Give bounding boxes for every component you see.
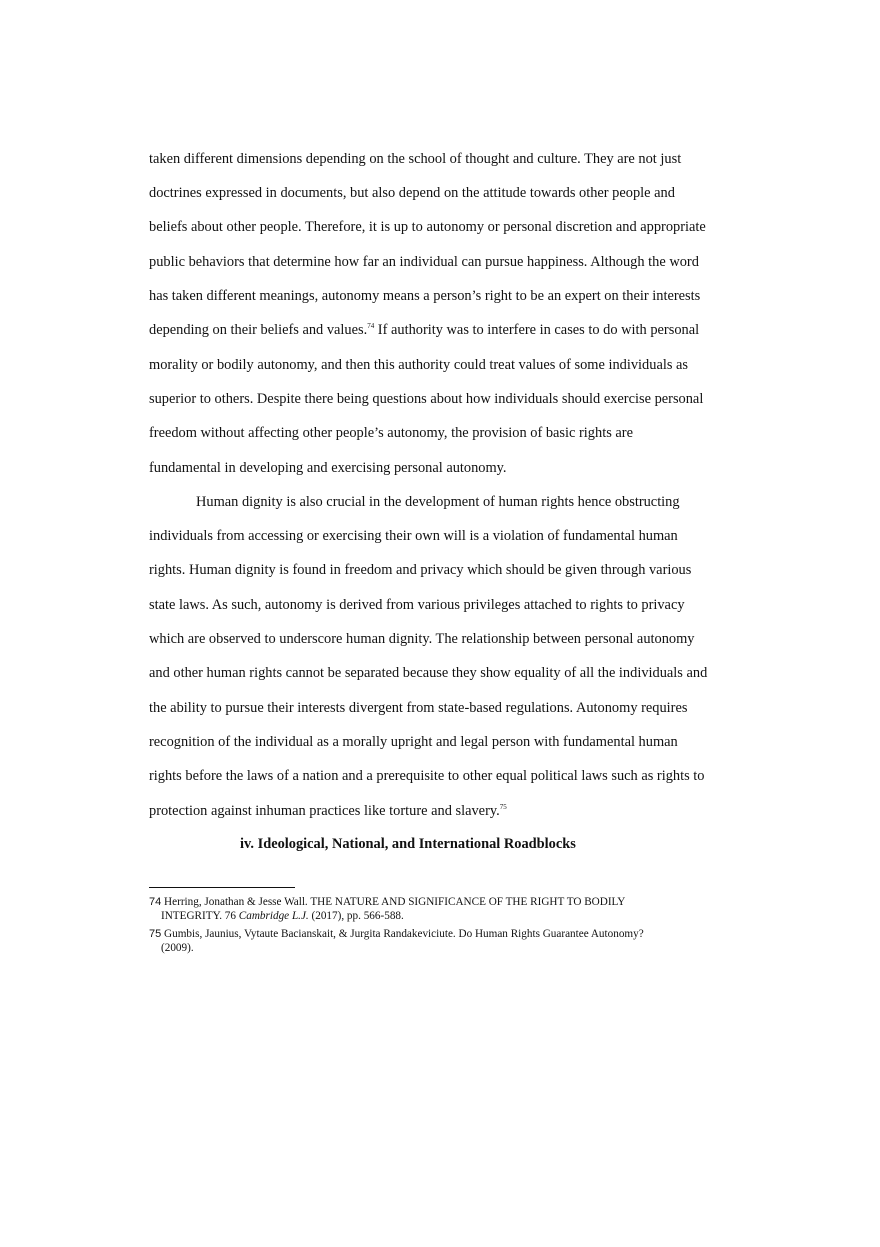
footnote-separator: [149, 887, 295, 888]
body-line: has taken different meanings, autonomy means a person’s right to be an expert on their interests: [149, 288, 701, 304]
footnote-75: [149, 927, 644, 941]
body-line: individuals from accessing or exercising their own will is a violation of fundamental human: [149, 528, 678, 544]
body-text: protection against inhuman practices like torture and slavery.: [149, 803, 500, 819]
footnote-ref-75: 75: [499, 803, 507, 811]
body-text: depending on their beliefs and values.: [149, 322, 368, 338]
body-line: doctrines expressed in documents, but also depend on the attitude towards other people and: [149, 185, 675, 201]
body-text: If authority was to interfere in cases to do with personal: [374, 322, 700, 338]
body-line: public behaviors that determine how far an individual can pursue happiness. Although the word: [149, 254, 699, 270]
footnote-number: 74: [149, 896, 162, 908]
footnote-74: [149, 895, 625, 909]
body-line: rights before the laws of a nation and a prerequisite to other equal political laws such as rights to: [149, 768, 705, 784]
footnote-ref-74: 74: [367, 322, 375, 330]
body-line: beliefs about other people. Therefore, it is up to autonomy or personal discretion and appropriate: [149, 219, 706, 235]
body-line: taken different dimensions depending on the school of thought and culture. They are not just: [149, 151, 682, 167]
body-line: [149, 802, 507, 820]
footnote-number: 75: [149, 928, 162, 940]
body-line: fundamental in developing and exercising personal autonomy.: [149, 460, 507, 476]
footnote-75-cont: (2009).: [161, 942, 194, 954]
body-line: which are observed to underscore human dignity. The relationship between personal autonomy: [149, 631, 695, 647]
body-line: [149, 321, 699, 339]
body-line: recognition of the individual as a morally upright and legal person with fundamental human: [149, 734, 678, 750]
body-line: superior to others. Despite there being questions about how individuals should exercise personal: [149, 391, 704, 407]
body-line: morality or bodily autonomy, and then this authority could treat values of some individuals as: [149, 357, 689, 373]
body-line: rights. Human dignity is found in freedom and privacy which should be given through various: [149, 562, 692, 578]
journal-title: Cambridge L.J.: [238, 910, 309, 922]
body-line: freedom without affecting other people’s autonomy, the provision of basic rights are: [149, 425, 633, 441]
footnote-text: Herring, Jonathan & Jesse Wall. THE NATURE AND SIGNIFICANCE OF THE RIGHT TO BODILY: [161, 896, 626, 908]
footnote-74-cont: [161, 909, 404, 923]
section-heading: iv. Ideological, National, and International Roadblocks: [240, 836, 576, 852]
footnote-text: INTEGRITY. 76: [161, 910, 239, 922]
body-line: the ability to pursue their interests divergent from state-based regulations. Autonomy requires: [149, 700, 688, 716]
footnote-text: Gumbis, Jaunius, Vytaute Bacianskait, & Jurgita Randakeviciute. Do Human Rights Guarantee Autonomy?: [161, 928, 644, 940]
footnote-text: (2017), pp. 566-588.: [308, 910, 404, 922]
body-line: and other human rights cannot be separated because they show equality of all the individuals and: [149, 665, 708, 681]
body-line: Human dignity is also crucial in the development of human rights hence obstructing: [196, 494, 680, 510]
body-line: state laws. As such, autonomy is derived from various privileges attached to rights to privacy: [149, 597, 685, 613]
